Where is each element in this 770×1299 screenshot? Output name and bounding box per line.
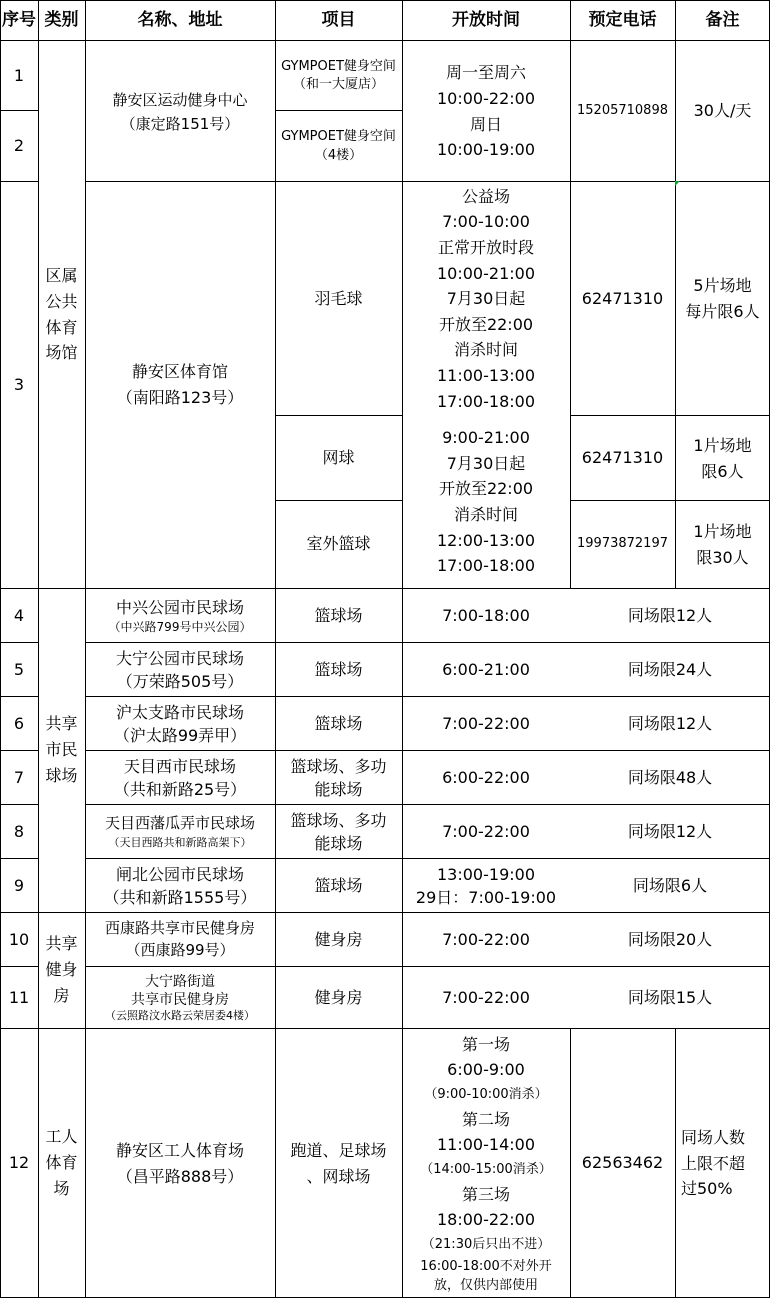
phone: 15205710898 (577, 103, 668, 119)
venue-name: 沪太支路市民球场 （沪太路99弄甲） (113, 702, 247, 745)
header-no: 序号 (2, 9, 36, 30)
item: 篮球场 (314, 713, 363, 733)
opening-hours: 6:00-21:00 (442, 659, 530, 679)
venue-name: 天目西市民球场 （共和新路25号） (113, 756, 247, 799)
row-no: 4 (13, 605, 25, 625)
opening-hours: 13:00-19:00 29日：7:00-19:00 (415, 864, 557, 907)
row-no: 5 (13, 659, 25, 679)
row-no: 12 (8, 1153, 30, 1173)
header-category: 类别 (44, 9, 79, 30)
venue-name: 闸北公园市民球场 （共和新路1555号） (103, 864, 257, 907)
item: 健身房 (314, 929, 363, 949)
phone: 62563462 (581, 1153, 664, 1173)
opening-hours: 第一场 6:00-9:00 （9:00-10:00消杀） 第二场 11:00-14:00 （14:00-15:00消杀） 第三场 18:00-22:00 （21:30后只出不进） 16:00-18:00不对外开 放，仅供内部使用 (420, 1035, 552, 1293)
item: 篮球场、多功 能球场 (290, 810, 387, 853)
item: GYMPOET健身空间 （4楼） (281, 129, 396, 163)
item: 篮球场 (314, 605, 363, 625)
row-no: 7 (13, 767, 25, 787)
note: 同场限20人 (627, 929, 713, 949)
row-no: 8 (13, 821, 25, 841)
item: 篮球场 (314, 659, 363, 679)
opening-hours: 9:00-21:00 7月30日起 开放至22:00 消杀时间 12:00-13:00 17:00-18:00 (437, 428, 535, 576)
item: 篮球场、多功 能球场 (290, 756, 387, 799)
item: 健身房 (314, 987, 363, 1007)
item: 跑道、足球场 、网球场 (290, 1140, 387, 1186)
venue-name: 大宁路街道 共享市民健身房 （云照路汶水路云荣居委4楼） (105, 973, 255, 1023)
header-phone: 预定电话 (588, 9, 657, 30)
category-workers: 工人 体育 场 (45, 1127, 78, 1198)
note: 同场限48人 (627, 767, 713, 787)
venue-name: 大宁公园市民球场 （万荣路505号） (115, 648, 244, 691)
header-item: 项目 (321, 9, 356, 30)
item: GYMPOET健身空间 （和一大厦店） (281, 58, 396, 92)
note: 同场限24人 (627, 659, 713, 679)
opening-hours: 6:00-22:00 (442, 767, 530, 787)
venue-name: 天目西藩瓜弄市民球场 （天目西路共和新路高架下） (104, 814, 255, 849)
header-name: 名称、地址 (137, 9, 223, 30)
row-no: 3 (13, 374, 25, 394)
header-hours: 开放时间 (452, 9, 520, 30)
category-courts: 共享 市民 球场 (45, 714, 78, 785)
phone: 62471310 (581, 448, 664, 468)
category-gyms: 共享 健身 房 (45, 934, 78, 1005)
row-no: 11 (8, 987, 30, 1007)
note: 同场限15人 (627, 987, 713, 1007)
opening-hours: 7:00-22:00 (442, 987, 530, 1007)
item: 室外篮球 (306, 534, 371, 554)
opening-hours: 7:00-22:00 (442, 713, 530, 733)
opening-hours: 公益场 7:00-10:00 正常开放时段 10:00-21:00 7月30日起 开放至22:00 消杀时间 11:00-13:00 17:00-18:00 (437, 186, 535, 411)
category-district: 区属 公共 体育 场馆 (45, 265, 78, 363)
note: 1片场地 限30人 (693, 521, 752, 567)
item: 网球 (322, 448, 355, 468)
opening-hours: 7:00-22:00 (442, 929, 530, 949)
opening-hours: 周一至周六 10:00-22:00 周日 10:00-19:00 (437, 62, 535, 160)
row-no: 1 (13, 65, 25, 85)
venue-name: 静安区体育馆 （南阳路123号） (116, 362, 244, 407)
opening-hours: 7:00-18:00 (442, 605, 530, 625)
venue-name: 静安区工人体育场 （昌平路888号） (115, 1140, 244, 1186)
row-no: 10 (8, 929, 30, 949)
venue-name: 西康路共享市民健身房 （西康路99号） (104, 919, 255, 959)
note: 同场限12人 (627, 713, 713, 733)
item: 羽毛球 (314, 288, 363, 308)
venue-name: 中兴公园市民球场 （中兴路799号中兴公园） (108, 597, 252, 634)
note: 30人/天 (693, 101, 752, 121)
note: 1片场地 限6人 (693, 435, 752, 481)
note: 同场限12人 (627, 605, 713, 625)
row-no: 2 (13, 136, 25, 156)
header-note: 备注 (705, 9, 740, 30)
note: 同场限6人 (632, 875, 708, 895)
opening-hours: 7:00-22:00 (442, 821, 530, 841)
item: 篮球场 (314, 875, 363, 895)
note: 同场限12人 (627, 821, 713, 841)
row-no: 6 (13, 713, 25, 733)
note: 同场人数 上限不超 过50% (681, 1127, 746, 1199)
venue-name: 静安区运动健身中心 （康定路151号） (112, 90, 248, 133)
phone: 19973872197 (577, 536, 668, 552)
row-no: 9 (13, 875, 25, 895)
note: 5片场地 每片限6人 (685, 276, 760, 321)
phone: 62471310 (581, 288, 664, 308)
